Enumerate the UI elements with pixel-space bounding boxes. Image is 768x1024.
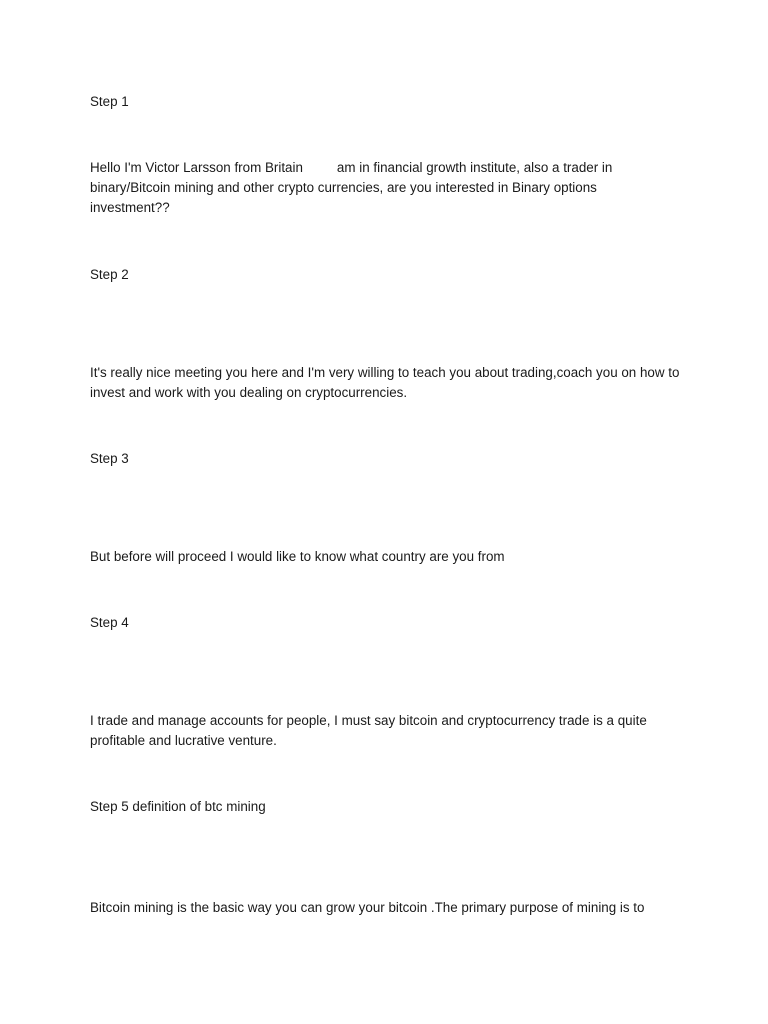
step-1-paragraph	[90, 158, 680, 218]
step-1-heading: Step 1	[90, 94, 129, 109]
step-2-paragraph: It's really nice meeting you here and I'm very willing to teach you about trading,coach you on how to invest and work with you dealing on cryptocurrencies.	[90, 365, 680, 400]
step-4-heading: Step 4	[90, 615, 129, 630]
step-3-heading: Step 3	[90, 451, 129, 466]
step-1-text-part-b: am in financial growth institute, also a trader in binary/Bitcoin mining and other crypto currencies, are you interested in Binary options investment??	[90, 160, 613, 215]
step-2-heading: Step 2	[90, 267, 129, 282]
step-5-paragraph: Bitcoin mining is the basic way you can grow your bitcoin .The primary purpose of mining is to	[90, 900, 645, 915]
step-5-heading: Step 5 definition of btc mining	[90, 799, 266, 814]
step-3-paragraph: But before will proceed I would like to know what country are you from	[90, 549, 505, 564]
step-4-paragraph: I trade and manage accounts for people, I must say bitcoin and cryptocurrency trade is a quite profitable and lucrative venture.	[90, 713, 647, 748]
step-1-text-part-a: Hello I'm Victor Larsson from Britain	[90, 160, 303, 175]
